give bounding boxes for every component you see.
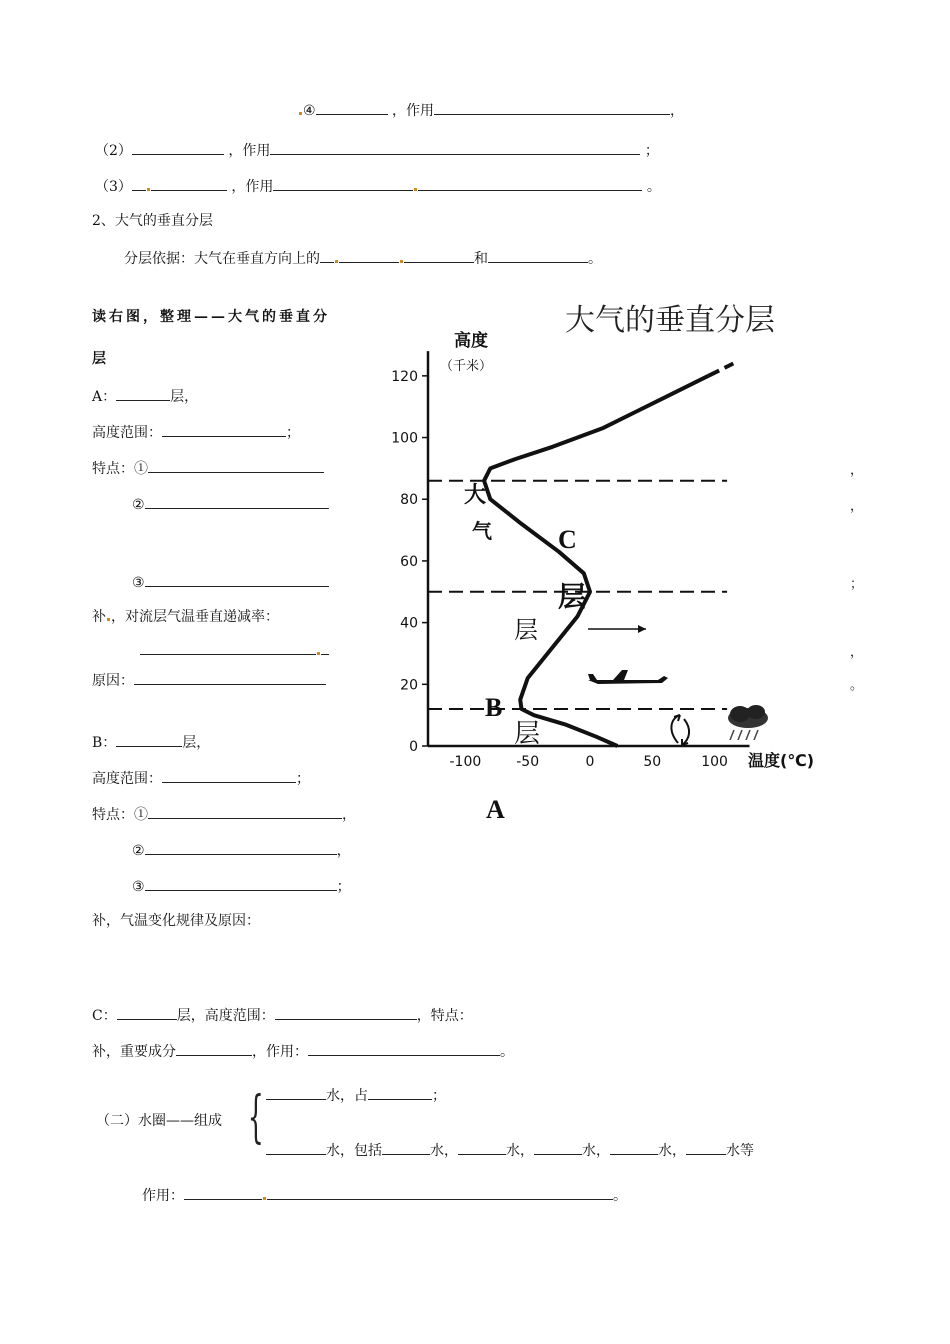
blank[interactable] — [117, 1005, 177, 1020]
reading-title-2: 层 — [92, 351, 109, 367]
airplane-icon — [588, 670, 668, 684]
a-feature-3: ③ — [132, 572, 329, 592]
zuoyong-label: 作用 — [406, 103, 435, 119]
right-mark: ， — [850, 499, 864, 514]
right-mark: ， — [850, 645, 864, 660]
item2-line: （2） ，作用 ； — [95, 140, 659, 160]
blank[interactable] — [145, 876, 337, 891]
y-axis-label: 高度 — [454, 331, 488, 351]
layer-label: 大 — [464, 482, 487, 507]
item3-line: （3） ，作用 。 — [95, 176, 661, 196]
b-line: B： 层， — [92, 732, 210, 752]
blank[interactable] — [134, 670, 326, 685]
b-bu-line: 补，气温变化规律及原因： — [92, 913, 260, 929]
blank[interactable] — [316, 100, 388, 115]
a-height-line: 高度范围： ； — [92, 422, 300, 442]
mark-dot — [299, 112, 302, 115]
temperature-line-extension — [708, 364, 733, 376]
blank[interactable] — [116, 732, 182, 747]
chart-title: 大气的垂直分层 — [565, 303, 775, 338]
blank[interactable] — [275, 1005, 417, 1020]
blank[interactable] — [162, 768, 296, 783]
hydro-row2: 水，包括 水， 水， 水， 水， 水等 — [266, 1140, 754, 1160]
y-tick-label: 100 — [391, 430, 418, 447]
hydro-row1: 水，占 ； — [266, 1085, 446, 1105]
b-height-line: 高度范围： ； — [92, 768, 310, 788]
basis-line: 分层依据：大气在垂直方向上的 和 。 — [124, 248, 602, 268]
b-feature-1: 特点：① ， — [92, 804, 356, 824]
x-tick-label: 100 — [701, 754, 728, 770]
layer-label: 气 — [472, 521, 492, 543]
y-tick-label: 20 — [400, 677, 418, 694]
blank[interactable] — [270, 140, 640, 155]
x-tick-label: -100 — [449, 754, 482, 770]
c-line: C： 层，高度范围： ，特点： — [92, 1005, 473, 1025]
blank[interactable] — [418, 176, 642, 191]
right-mark: ； — [850, 577, 864, 592]
blank[interactable] — [151, 176, 227, 191]
layer-letter-b: B — [485, 693, 503, 722]
blank[interactable] — [145, 840, 337, 855]
blank[interactable] — [308, 1041, 500, 1056]
blank[interactable] — [148, 804, 342, 819]
y-axis-unit: （千米） — [440, 359, 493, 374]
right-mark: 。 — [850, 678, 864, 693]
temperature-curve — [484, 364, 733, 746]
layer-letter-a: A — [486, 795, 505, 824]
a-line: A： 层， — [92, 386, 198, 406]
atmosphere-layers-chart — [380, 290, 840, 824]
x-tick-label: 0 — [585, 754, 595, 770]
layer-labels — [464, 482, 586, 824]
blank[interactable] — [434, 100, 670, 115]
convection-arrow-icon — [671, 715, 689, 745]
y-tick-label: 0 — [409, 739, 418, 755]
storm-cloud-icon — [728, 705, 768, 740]
blank[interactable] — [368, 1085, 432, 1100]
reading-title-1: 读右图，整理——大气的垂直分 — [92, 309, 330, 325]
y-tick-label: 80 — [400, 492, 418, 509]
a-reason-line: 原因： — [92, 670, 326, 690]
blank[interactable] — [132, 140, 224, 155]
a-bu-blank — [140, 640, 329, 660]
a-bu-line: 补 ，对流层气温垂直递减率： — [92, 609, 279, 625]
item4-line: ④ ，作用 ， — [298, 100, 684, 120]
blank[interactable] — [116, 386, 170, 401]
layer-label: 层 — [558, 582, 587, 613]
c-bu-line: 补，重要成分 ，作用： 。 — [92, 1041, 514, 1061]
y-tick-label: 40 — [400, 615, 418, 632]
blank[interactable] — [145, 572, 329, 587]
layer-label: 层 — [514, 618, 538, 644]
section2-title: 2、大气的垂直分层 — [92, 213, 213, 229]
x-tick-label: 50 — [643, 754, 662, 770]
y-tick-label: 120 — [391, 368, 418, 385]
x-tick-label: -50 — [516, 754, 540, 770]
hydro-effect: 作用： 。 — [142, 1185, 627, 1205]
temperature-line — [484, 376, 708, 746]
b-feature-3: ③ ； — [132, 876, 351, 896]
layer-label: 层 — [514, 719, 541, 748]
y-tick-label: 60 — [400, 553, 418, 570]
item4-label: ④ — [303, 103, 316, 119]
blank[interactable] — [266, 1085, 326, 1100]
b-feature-2: ② ， — [132, 840, 351, 860]
blank[interactable] — [404, 248, 474, 263]
blank[interactable] — [162, 422, 286, 437]
layer-letter-c: C — [558, 525, 577, 554]
flow-arrow-icon — [588, 625, 646, 633]
hydro-label: （二）水圈——组成 — [96, 1113, 222, 1129]
right-mark: ， — [850, 463, 864, 478]
blank[interactable] — [176, 1041, 252, 1056]
brace: { — [247, 1085, 264, 1150]
x-axis-label: 温度(℃) — [748, 751, 815, 770]
blank[interactable] — [145, 494, 329, 509]
blank[interactable] — [267, 1185, 613, 1200]
blank[interactable] — [148, 458, 324, 473]
a-feature-2: ② — [132, 494, 329, 514]
a-feature-1: 特点：① — [92, 458, 324, 478]
blank[interactable] — [488, 248, 588, 263]
